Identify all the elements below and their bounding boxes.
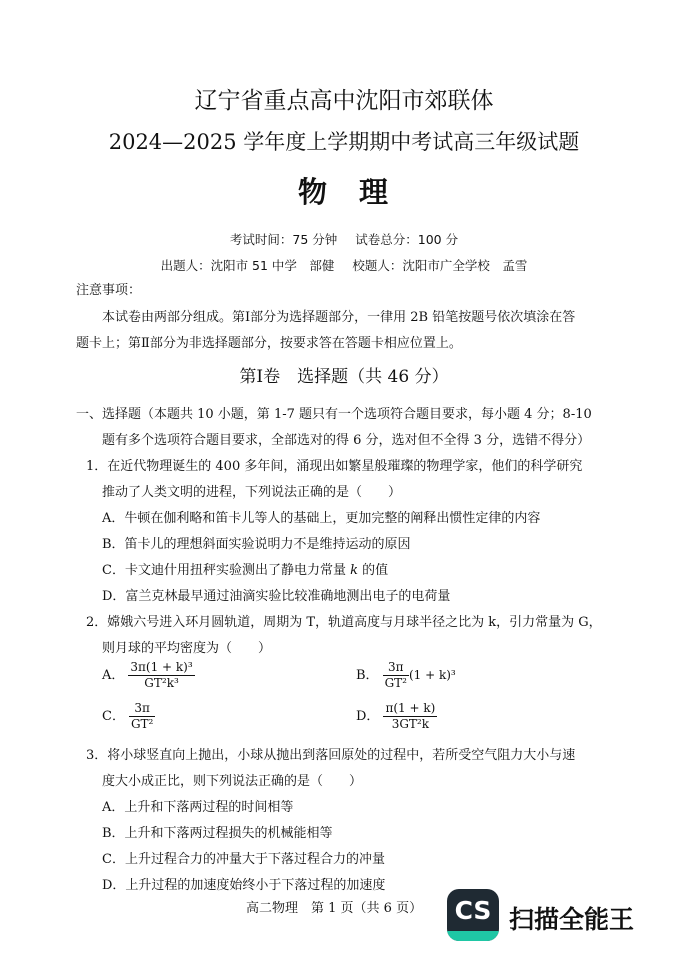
- exam-time: 考试时间：75 分钟: [229, 232, 338, 247]
- q3-option-c: C．上升过程合力的冲量大于下落过程合力的冲量: [102, 852, 385, 867]
- section-title: 第Ⅰ卷 选择题（共 46 分）: [239, 367, 449, 387]
- q2-option-b-numerator: 3π: [383, 660, 409, 676]
- q2-option-d-fraction: [383, 701, 437, 732]
- q3-option-d: D．上升过程的加速度始终小于下落过程的加速度: [102, 878, 386, 893]
- proof-checker: 校题人：沈阳市广全学校 孟雪: [352, 258, 528, 273]
- q2-option-a-fraction: [128, 660, 194, 691]
- q2-option-d-label: D．: [356, 709, 380, 724]
- q2-option-a: [102, 660, 195, 691]
- page-footer: 高二物理 第 1 页（共 6 页）: [246, 901, 423, 916]
- q1-option-c-tail: 的值: [357, 563, 389, 578]
- q1-option-b: B．笛卡儿的理想斜面实验说明力不是维持运动的原因: [102, 537, 411, 552]
- q1-option-c: [102, 559, 388, 578]
- q2-option-c-label: C．: [102, 709, 125, 724]
- q2-option-b-factor: (1 + k)³: [408, 668, 456, 682]
- q1-option-a: A．牛顿在伽利略和笛卡儿等人的基础上，更加完整的阐释出惯性定律的内容: [102, 511, 541, 526]
- q2-option-b: [356, 660, 456, 691]
- camscanner-app-name: 扫描全能王: [509, 905, 635, 934]
- q1-option-c-variable: k: [350, 563, 358, 578]
- q2-stem-line-1: 2．嫦娥六号进入环月圆轨道，周期为 T，轨道高度与月球半径之比为 k，引力常量为 G，: [86, 615, 602, 630]
- q2-option-b-denominator: GT²: [384, 676, 407, 690]
- subject-title: [0, 170, 688, 211]
- notes-line-2: 题卡上；第Ⅱ部分为非选择题部分，按要求答在答题卡相应位置上。: [76, 336, 462, 351]
- camscanner-logo-letters: CS: [454, 896, 492, 925]
- total-score: 试卷总分：100 分: [355, 232, 459, 247]
- q2-option-d-numerator: π(1 + k): [385, 701, 436, 715]
- q2-option-b-label: B．: [356, 668, 379, 683]
- q2-option-b-fraction: [383, 660, 409, 691]
- q2-option-d: [356, 701, 437, 732]
- exam-authors: [0, 256, 688, 274]
- section-intro-line-1: 一、选择题（本题共 10 小题，第 1-7 题只有一个选项符合题目要求，每小题 4 分；8-10: [76, 407, 592, 422]
- subject-char-2: 理: [359, 175, 391, 209]
- q1-stem-line-1: 1．在近代物理诞生的 400 多年间，涌现出如繁星般璀璨的物理学家，他们的科学研究: [86, 459, 583, 474]
- q1-option-c-text: C．卡文迪什用扭秤实验测出了静电力常量: [102, 563, 351, 578]
- exam-title-line1: 辽宁省重点高中沈阳市郊联体: [194, 88, 494, 114]
- notes-heading: 注意事项：: [76, 283, 142, 298]
- section-intro-line-2: 题有多个选项符合题目要求，全部选对的得 6 分，选对但不全得 3 分，选错不得分）: [102, 433, 591, 448]
- q2-option-d-denominator: 3GT²k: [391, 717, 430, 731]
- q2-option-c-denominator: GT²: [130, 717, 154, 731]
- exam-time-score: [0, 230, 688, 248]
- q2-option-a-denominator: GT²k³: [144, 676, 179, 690]
- q2-option-a-numerator: 3π(1 + k)³: [130, 660, 193, 674]
- subject-char-1: 物: [297, 175, 329, 209]
- q1-option-d: D．富兰克林最早通过油滴实验比较准确地测出电子的电荷量: [102, 589, 451, 604]
- q3-option-b: B．上升和下落两过程损失的机械能相等: [102, 826, 333, 841]
- exam-title-line2: 2024—2025 学年度上学期期中考试高三年级试题: [108, 130, 580, 154]
- q1-stem-line-2: 推动了人类文明的进程，下列说法正确的是（ ）: [102, 485, 402, 500]
- q2-stem-line-2: 则月球的平均密度为（ ）: [102, 641, 272, 656]
- notes-line-1: 本试卷由两部分组成。第Ⅰ部分为选择题部分，一律用 2B 铅笔按题号依次填涂在答: [102, 310, 576, 325]
- q2-option-c: [102, 701, 155, 732]
- q3-stem-line-1: 3．将小球竖直向上抛出，小球从抛出到落回原处的过程中，若所受空气阻力大小与速: [86, 748, 576, 763]
- q3-option-a: A．上升和下落两过程的时间相等: [102, 800, 294, 815]
- q2-option-c-fraction: [129, 701, 155, 732]
- question-setter: 出题人：沈阳市 51 中学 部健: [160, 258, 335, 273]
- camscanner-logo-icon: [447, 889, 499, 941]
- q2-option-a-label: A．: [102, 668, 125, 683]
- q2-option-c-numerator: 3π: [129, 701, 155, 717]
- q3-stem-line-2: 度大小成正比，则下列说法正确的是（ ）: [102, 774, 363, 789]
